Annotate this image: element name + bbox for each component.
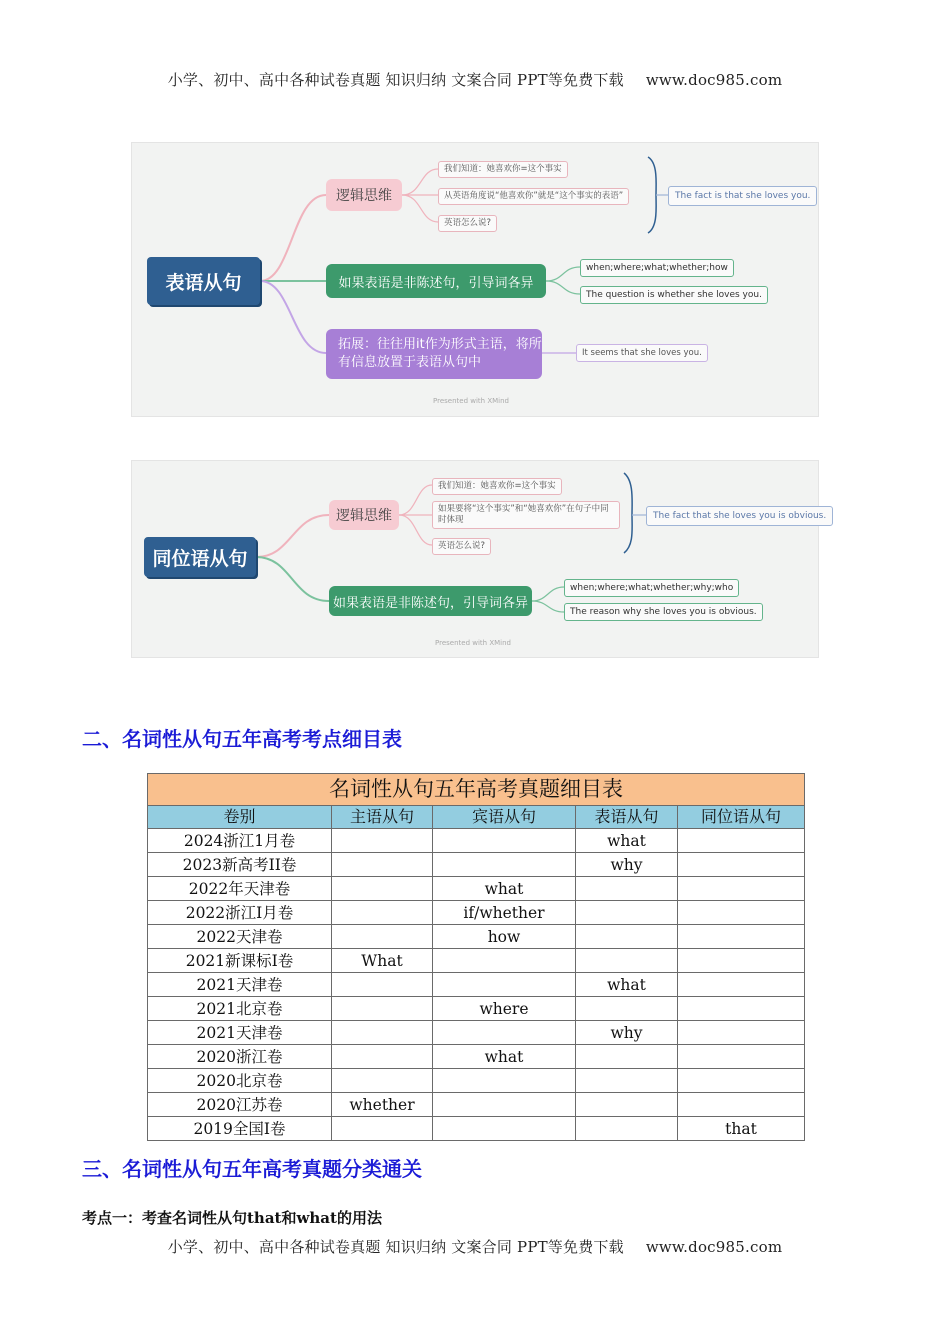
table-cell [678, 925, 805, 949]
table-cell [576, 1117, 678, 1141]
extension-example: It seems that she loves you. [576, 344, 708, 362]
table-caption: 名词性从句五年高考真题细目表 [147, 773, 805, 805]
table-cell: whether [332, 1093, 433, 1117]
logic-item: 英语怎么说? [438, 215, 497, 232]
table-cell [576, 997, 678, 1021]
table-cell [678, 1021, 805, 1045]
table-cell [678, 901, 805, 925]
table-cell [433, 1069, 576, 1093]
table-row [148, 877, 805, 901]
nonstatement-node: 如果表语是非陈述句，引导词各异 [326, 264, 546, 298]
table-row [148, 1093, 805, 1117]
table-cell [433, 829, 576, 853]
table-cell [678, 1045, 805, 1069]
logic-result: The fact that she loves you is obvious. [646, 506, 833, 526]
table-row [148, 925, 805, 949]
logic-node: 逻辑思维 [326, 179, 402, 211]
table-cell [332, 829, 433, 853]
table-cell: 2022浙江I月卷 [148, 901, 332, 925]
table-cell [433, 949, 576, 973]
table-cell [433, 853, 576, 877]
table-cell: 2019全国I卷 [148, 1117, 332, 1141]
table-cell [332, 1069, 433, 1093]
table-cell: 2023新高考II卷 [148, 853, 332, 877]
table-cell [332, 973, 433, 997]
table-cell: 2021天津卷 [148, 973, 332, 997]
table-row [148, 997, 805, 1021]
conjunction-list: when;where;what;whether;why;who [564, 579, 739, 597]
header-text: 小学、初中、高中各种试卷真题 知识归纳 文案合同 PPT等免费下载 [167, 71, 624, 89]
page-footer [0, 1236, 950, 1257]
section-title-2: 二、名词性从句五年高考考点细目表 [82, 727, 402, 751]
table-cell [678, 877, 805, 901]
table-cell: 2021新课标I卷 [148, 949, 332, 973]
table-cell [576, 925, 678, 949]
column-header: 卷别 [148, 806, 332, 829]
table-cell [332, 925, 433, 949]
table-row [148, 1021, 805, 1045]
table-row [148, 853, 805, 877]
table-row [148, 973, 805, 997]
table-cell [433, 1021, 576, 1045]
page-header [0, 69, 950, 90]
table-cell: if/whether [433, 901, 576, 925]
subsection-title: 考点一：考查名词性从句that和what的用法 [82, 1209, 382, 1227]
table-cell [678, 1069, 805, 1093]
header-site: www.doc985.com [645, 71, 783, 89]
table-cell [332, 901, 433, 925]
exam-table [147, 773, 805, 1141]
logic-item: 我们知道：她喜欢你=这个事实 [432, 478, 562, 495]
table-cell: 2020浙江卷 [148, 1045, 332, 1069]
table-cell [433, 973, 576, 997]
nonstatement-node: 如果表语是非陈述句，引导词各异 [329, 586, 532, 616]
table-cell [332, 877, 433, 901]
table-row [148, 1069, 805, 1093]
table-cell: what [433, 877, 576, 901]
table-cell [332, 853, 433, 877]
table-cell [678, 949, 805, 973]
example-sentence: The question is whether she loves you. [580, 286, 768, 304]
table-cell: what [576, 829, 678, 853]
mindmap-appositive-clause [131, 460, 827, 658]
table-row [148, 829, 805, 853]
table-cell: 2022天津卷 [148, 925, 332, 949]
table-cell [576, 901, 678, 925]
section-title-3: 三、名词性从句五年高考真题分类通关 [82, 1157, 422, 1181]
table-cell [332, 997, 433, 1021]
table-cell: 2020北京卷 [148, 1069, 332, 1093]
conjunction-list: when;where;what;whether;how [580, 259, 734, 277]
column-header: 同位语从句 [678, 806, 805, 829]
table-row [148, 949, 805, 973]
table-cell: 2020江苏卷 [148, 1093, 332, 1117]
table-cell [576, 949, 678, 973]
extension-node: 拓展：往往用it作为形式主语，将所有信息放置于表语从句中 [326, 329, 542, 379]
table-row [148, 1117, 805, 1141]
footer-site: www.doc985.com [645, 1238, 783, 1256]
table-cell [433, 1117, 576, 1141]
xmind-credit: Presented with XMind [433, 397, 509, 405]
example-sentence: The reason why she loves you is obvious. [564, 603, 763, 621]
table-header-row [148, 806, 805, 829]
root-node: 表语从句 [147, 257, 260, 305]
table-cell [433, 1093, 576, 1117]
table-cell [332, 1117, 433, 1141]
column-header: 表语从句 [576, 806, 678, 829]
xmind-credit: Presented with XMind [435, 639, 511, 647]
table-cell: where [433, 997, 576, 1021]
table-cell: 2021北京卷 [148, 997, 332, 1021]
table-cell: that [678, 1117, 805, 1141]
logic-item: 英语怎么说? [432, 538, 491, 555]
logic-item: 如果要将“这个事实”和“她喜欢你”在句子中同时体现 [432, 501, 620, 529]
table-row [148, 1045, 805, 1069]
table-cell [576, 1093, 678, 1117]
table-row [148, 901, 805, 925]
logic-item: 我们知道：她喜欢你=这个事实 [438, 161, 568, 178]
table-cell [576, 1045, 678, 1069]
table-cell: what [576, 973, 678, 997]
table-cell: What [332, 949, 433, 973]
column-header: 主语从句 [332, 806, 433, 829]
logic-item: 从英语角度说“他喜欢你”就是“这个事实的表语” [438, 188, 629, 205]
root-node: 同位语从句 [144, 537, 256, 577]
column-header: 宾语从句 [433, 806, 576, 829]
table-cell [332, 1045, 433, 1069]
table-cell: why [576, 853, 678, 877]
table-cell [678, 973, 805, 997]
table-cell: 2024浙江1月卷 [148, 829, 332, 853]
table-cell: how [433, 925, 576, 949]
footer-text: 小学、初中、高中各种试卷真题 知识归纳 文案合同 PPT等免费下载 [167, 1238, 624, 1256]
table-cell [576, 877, 678, 901]
table-cell [678, 829, 805, 853]
table-cell: 2022年天津卷 [148, 877, 332, 901]
table-cell [678, 997, 805, 1021]
mindmap-predicative-clause [131, 142, 819, 417]
table-cell [576, 1069, 678, 1093]
table-cell [678, 1093, 805, 1117]
logic-result: The fact is that she loves you. [668, 186, 817, 206]
table-cell: 2021天津卷 [148, 1021, 332, 1045]
logic-node: 逻辑思维 [329, 500, 399, 530]
table-cell: why [576, 1021, 678, 1045]
table-cell [332, 1021, 433, 1045]
table-cell [678, 853, 805, 877]
table-cell: what [433, 1045, 576, 1069]
